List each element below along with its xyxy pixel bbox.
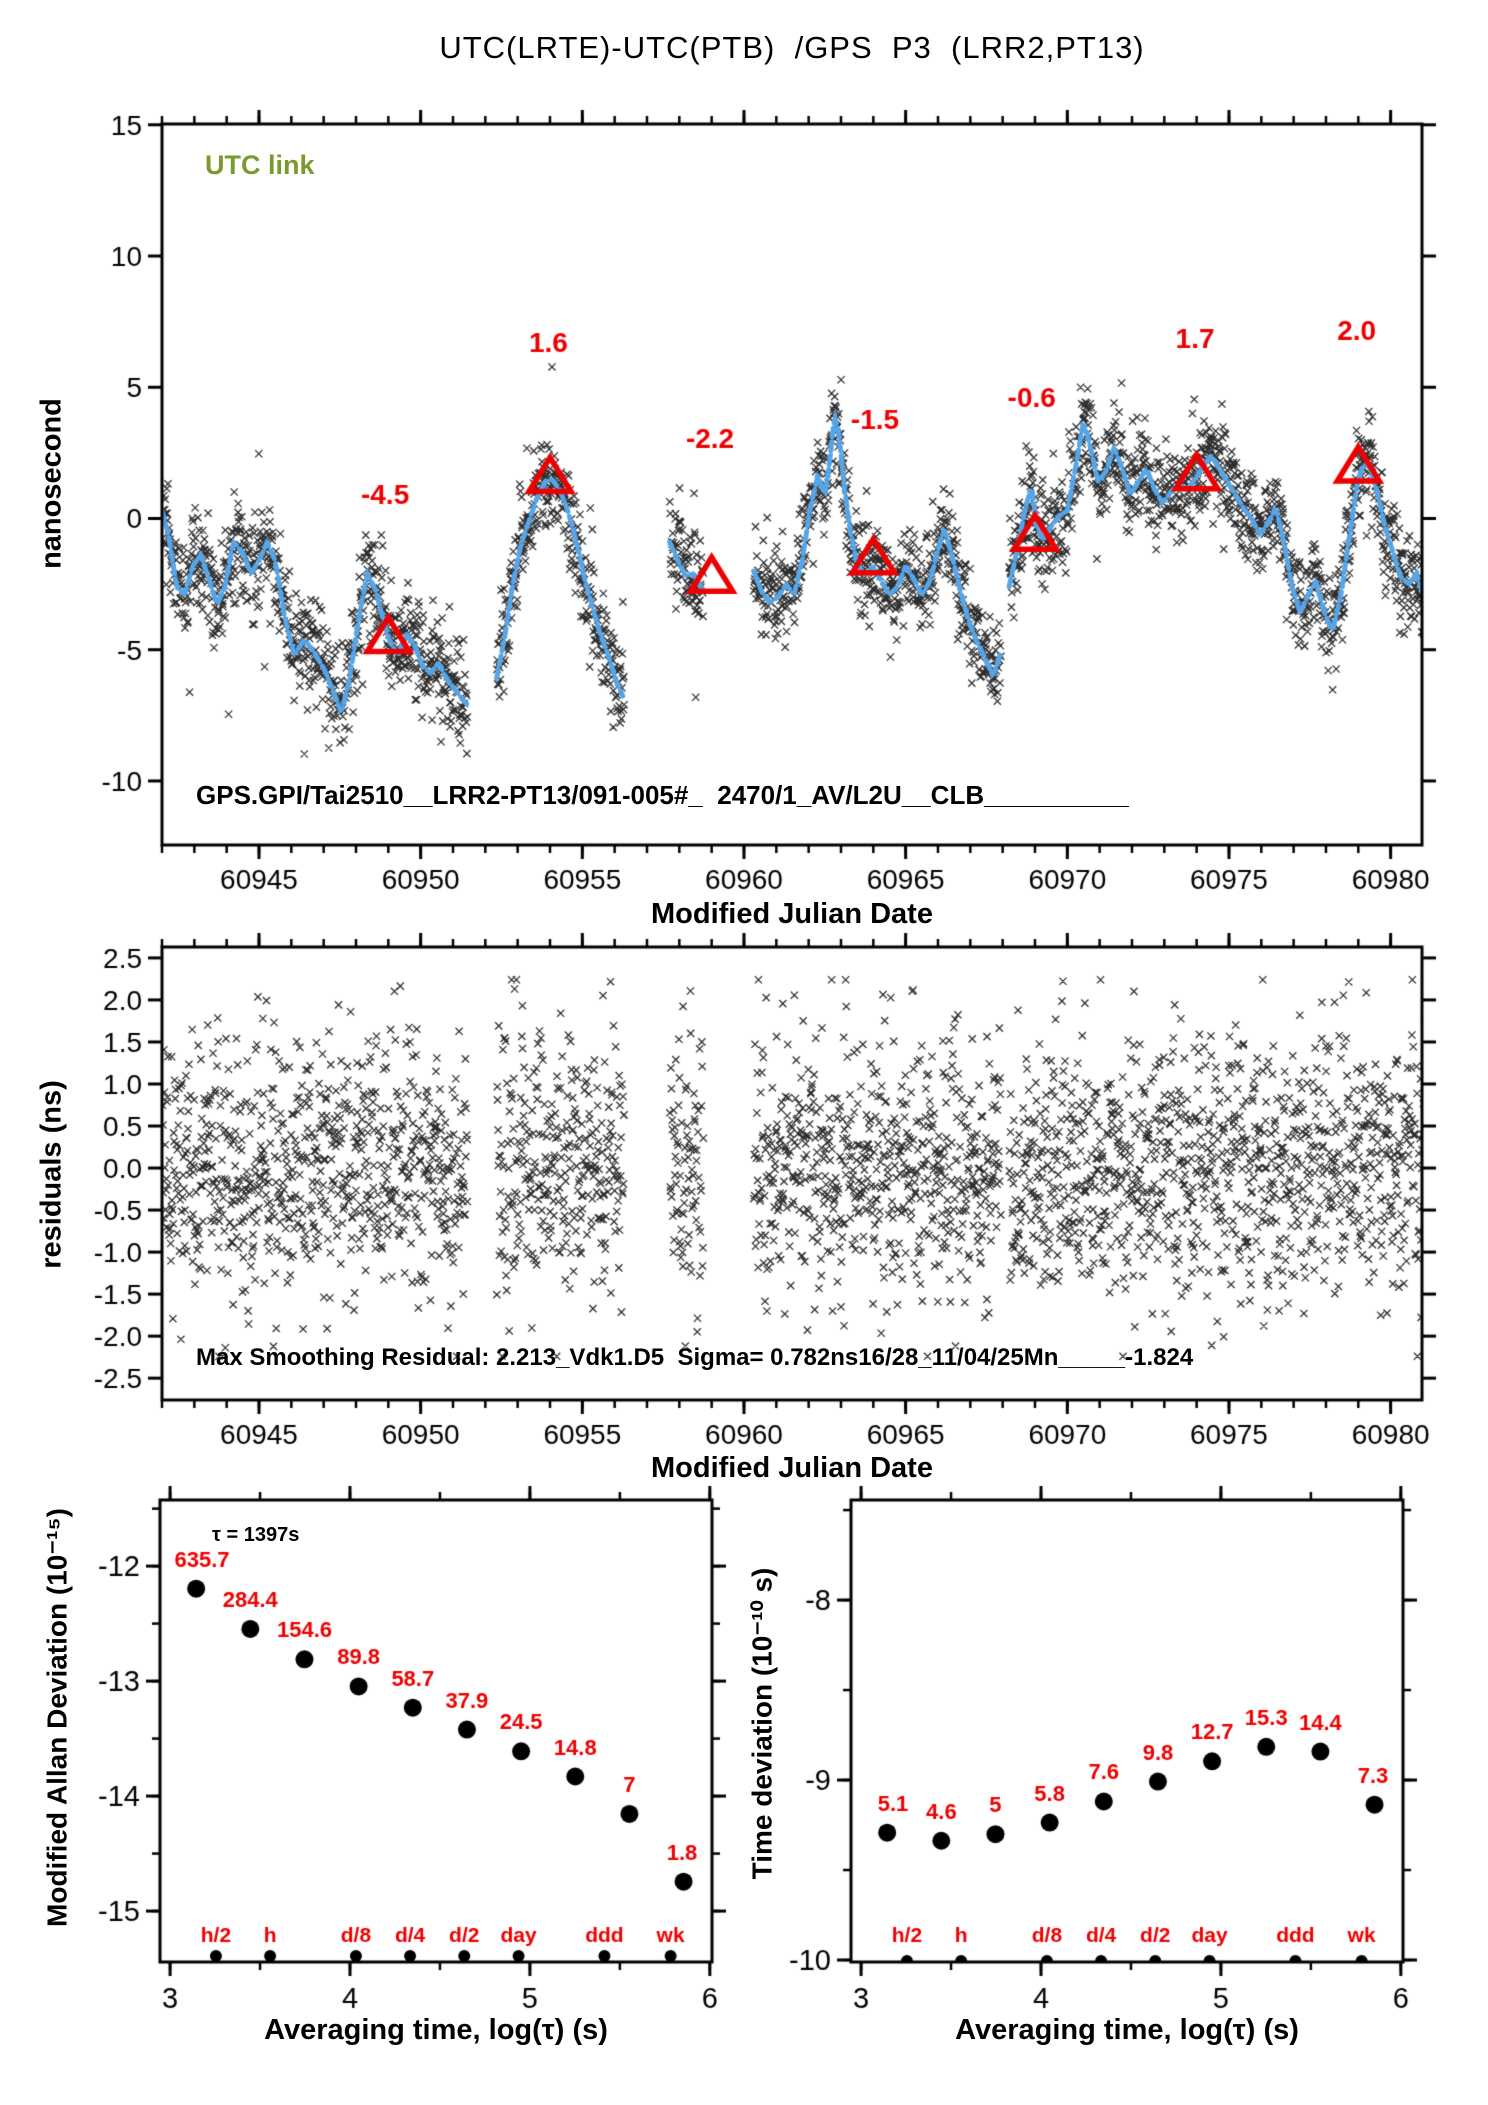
top-x-axis-title: Modified Julian Date — [651, 898, 933, 930]
residuals-annotation: Max Smoothing Residual: 2.213_Vdk1.D5 Sigma= 0.782ns16/28_11/04/25Mn_____-1.824 — [196, 1344, 1194, 1371]
mdev-tau-note: τ = 1397s — [212, 1524, 300, 1546]
mdev-y-axis-title: Modified Allan Deviation (10⁻¹⁵) — [41, 1508, 73, 1927]
residuals-x-axis-title: Modified Julian Date — [651, 1452, 933, 1484]
tdev-x-axis-title: Averaging time, log(τ) (s) — [955, 2014, 1299, 2046]
top-y-axis-title: nanosecond — [35, 398, 68, 569]
tdev-y-axis-title: Time deviation (10⁻¹⁰ s) — [746, 1567, 778, 1880]
mdev-x-axis-title: Averaging time, log(τ) (s) — [264, 2014, 608, 2046]
page-title: UTC(LRTE)-UTC(PTB) /GPS P3 (LRR2,PT13) — [439, 30, 1145, 65]
residuals-y-axis-title: residuals (ns) — [35, 1080, 68, 1269]
top-chart-annotation: GPS.GPI/Tai2510__LRR2-PT13/091-005#_ 2470/1_AV/L2U__CLB__________ — [196, 780, 1129, 810]
utc-link-label: UTC link — [205, 150, 315, 180]
